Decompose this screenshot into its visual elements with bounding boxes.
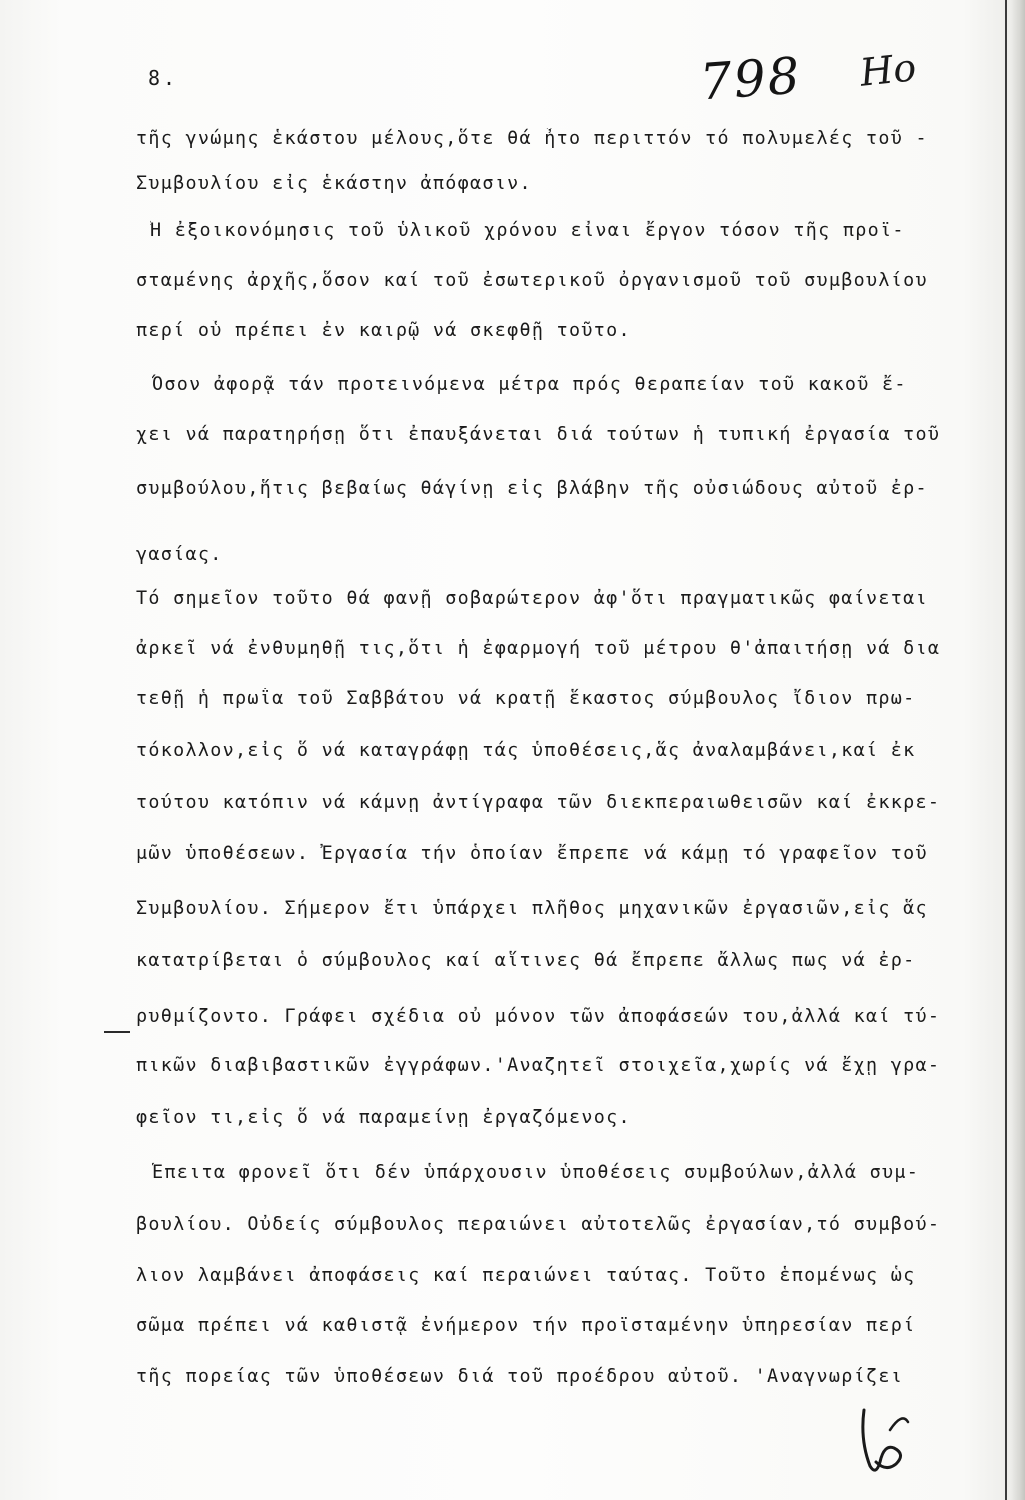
text-line: περί οὗ πρέπει ἐν καιρῷ νά σκεφθῇ τοῦτο.: [136, 320, 631, 341]
handwritten-folio-number: 798: [698, 46, 804, 112]
text-line: Συμβουλίου. Σήμερον ἔτι ὑπάρχει πλῆθος μηχανικῶν ἐργασιῶν,εἰς ἅς: [136, 898, 928, 919]
page-number: 8.: [148, 66, 179, 90]
text-line: τῆς γνώμης ἑκάστου μέλους,ὅτε θά ἦτο περιττόν τό πολυμελές τοῦ -: [136, 128, 928, 149]
text-line: σταμένης ἀρχῆς,ὅσον καί τοῦ ἐσωτερικοῦ ὀργανισμοῦ τοῦ συμβουλίου: [136, 270, 928, 291]
text-line: ἀρκεῖ νά ἐνθυμηθῇ τις,ὅτι ἡ ἐφαρμογή τοῦ μέτρου θ'ἀπαιτήσῃ νά δια: [136, 638, 941, 659]
text-line: τούτου κατόπιν νά κάμνῃ ἀντίγραφα τῶν διεκπεραιωθεισῶν καί ἐκκρε-: [136, 792, 941, 813]
page-edge-shadow: [1011, 0, 1025, 1500]
text-line: τεθῇ ἡ πρωΐα τοῦ Σαββάτου νά κρατῇ ἕκαστος σύμβουλος ἴδιον πρω-: [136, 688, 916, 709]
text-line: Ἔπειτα φρονεῖ ὅτι δέν ὑπάρχουσιν ὑποθέσεις συμβούλων,ἀλλά συμ-: [152, 1162, 920, 1183]
text-line: ρυθμίζοντο. Γράφει σχέδια οὐ μόνον τῶν ἀποφάσεών του,ἀλλά καί τύ-: [136, 1006, 941, 1027]
text-line: Ἡ ἐξοικονόμησις τοῦ ὑλικοῦ χρόνου εἶναι ἔργον τόσον τῆς προϊ-: [150, 220, 905, 241]
page-edge-line: [1005, 0, 1007, 1500]
text-line: γασίας.: [136, 544, 223, 565]
text-line: σῶμα πρέπει νά καθιστᾷ ἐνήμερον τήν προϊσταμένην ὑπηρεσίαν περί: [136, 1315, 916, 1336]
text-line: βουλίου. Οὐδείς σύμβουλος περαιώνει αὐτοτελῶς ἐργασίαν,τό συμβού-: [136, 1214, 941, 1235]
signature-initials: [850, 1400, 920, 1480]
margin-dash-mark: [104, 1031, 130, 1033]
text-line: κατατρίβεται ὁ σύμβουλος καί αἵτινες θά ἔπρεπε ἄλλως πως νά ἐρ-: [136, 950, 916, 971]
text-line: Ὅσον ἀφορᾷ τάν προτεινόμενα μέτρα πρός θεραπείαν τοῦ κακοῦ ἔ-: [152, 374, 907, 395]
text-line: χει νά παρατηρήσῃ ὅτι ἐπαυξάνεται διά τούτων ἡ τυπική ἐργασία τοῦ: [136, 424, 941, 445]
text-line: μῶν ὑποθέσεων. Ἐργασία τήν ὁποίαν ἔπρεπε νά κάμῃ τό γραφεῖον τοῦ: [136, 843, 928, 864]
text-line: συμβούλου,ἥτις βεβαίως θάγίνῃ εἰς βλάβην τῆς οὐσιώδους αὐτοῦ ἐρ-: [136, 478, 928, 499]
handwritten-mark: Ηο: [857, 45, 919, 95]
text-line: Συμβουλίου εἰς ἑκάστην ἀπόφασιν.: [136, 173, 532, 194]
text-line: λιον λαμβάνει ἀποφάσεις καί περαιώνει ταύτας. Τοῦτο ἑπομένως ὡς: [136, 1265, 916, 1286]
text-line: Τό σημεῖον τοῦτο θά φανῇ σοβαρώτερον ἀφ'ὅτι πραγματικῶς φαίνεται: [136, 588, 928, 609]
text-line: τῆς πορείας τῶν ὑποθέσεων διά τοῦ προέδρου αὐτοῦ. 'Αναγνωρίζει: [136, 1366, 904, 1387]
text-line: πικῶν διαβιβαστικῶν ἐγγράφων.'Αναζητεῖ στοιχεῖα,χωρίς νά ἔχῃ γρα-: [136, 1055, 941, 1076]
text-line: φεῖον τι,εἰς ὅ νά παραμείνῃ ἐργαζόμενος.: [136, 1107, 631, 1128]
text-line: τόκολλον,εἰς ὅ νά καταγράφῃ τάς ὑποθέσεις,ἅς ἀναλαμβάνει,καί ἐκ: [136, 740, 916, 761]
